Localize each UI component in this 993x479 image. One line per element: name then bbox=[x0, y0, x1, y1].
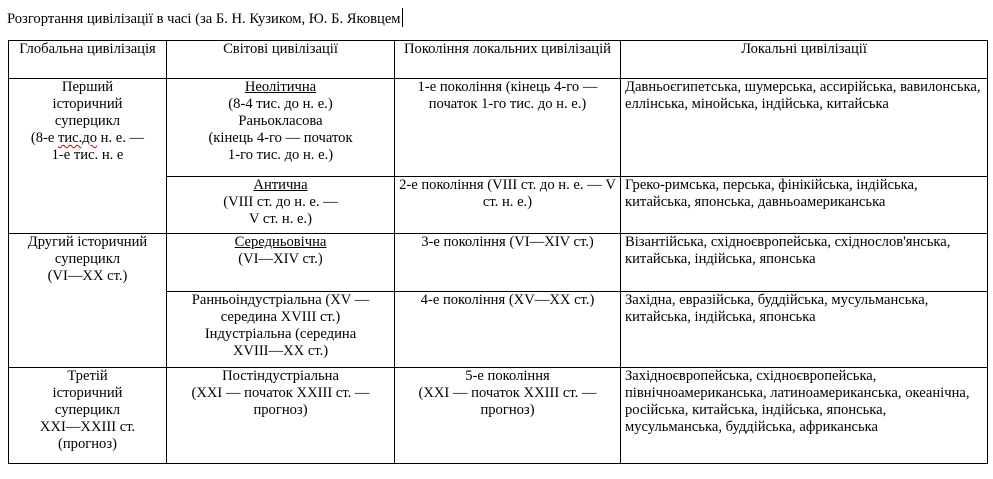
world-industrial-line: Індустріальна (середина bbox=[204, 326, 357, 342]
header-generations: Покоління локальних цивілізацій bbox=[395, 41, 621, 79]
header-world-civilizations: Світові цивілізації bbox=[167, 41, 395, 79]
text-cursor bbox=[402, 8, 403, 27]
second-supercycle-line: Другий історичний bbox=[27, 234, 148, 250]
header-local-civilizations: Локальні цивілізації bbox=[621, 41, 988, 79]
third-supercycle-cell bbox=[9, 368, 167, 464]
world-dates-early-class: 1-го тис. до н. е.) bbox=[227, 147, 334, 163]
second-supercycle-line: суперцикл bbox=[54, 251, 121, 267]
world-dates-neolithic: (8-4 тис. до н. е.) bbox=[228, 96, 333, 112]
generation-1-cell: 1-е покоління (кінець 4-го — початок 1-го тис. до н. е.) bbox=[395, 79, 621, 177]
third-supercycle-line: історичний bbox=[52, 385, 123, 401]
third-supercycle-line: XXI—XXIII ст. bbox=[39, 419, 136, 435]
world-industrial-line: XVIII—XX ст.) bbox=[232, 343, 329, 359]
world-dates-antique: (VIII ст. до н. е. — bbox=[223, 194, 338, 210]
generation-5-line: прогноз) bbox=[480, 402, 535, 418]
generation-5-line: 5-е покоління bbox=[465, 368, 550, 384]
first-supercycle-dates: (8-е тис.до н. е. — bbox=[30, 130, 145, 146]
second-supercycle-cell bbox=[9, 234, 167, 368]
world-name-medieval: Середньовічна bbox=[234, 234, 327, 250]
local-civilizations-2-cell: Греко-римська, перська, фінікійська, індійська, китайська, японська, давньоамериканська bbox=[621, 177, 988, 234]
second-supercycle-line: (VI—XX ст.) bbox=[47, 268, 128, 284]
world-postindustrial-cell bbox=[167, 368, 395, 464]
first-supercycle-line: Перший bbox=[61, 79, 114, 95]
third-supercycle-line: суперцикл bbox=[54, 402, 121, 418]
table-row bbox=[9, 234, 988, 292]
world-industrial-line: середина XVIII ст.) bbox=[220, 309, 341, 325]
first-supercycle-line: історичний bbox=[52, 96, 123, 112]
first-supercycle-line: суперцикл bbox=[54, 113, 121, 129]
first-supercycle-cell bbox=[9, 79, 167, 234]
world-neolithic-cell bbox=[167, 79, 395, 177]
world-name-early-class: Раньокласова bbox=[238, 113, 323, 129]
table-row bbox=[9, 368, 988, 464]
world-dates-medieval: (VI—XIV ст.) bbox=[238, 251, 323, 267]
header-global-civilization: Глобальна цивілізація bbox=[9, 41, 167, 79]
world-postindustrial-line: прогноз) bbox=[253, 402, 308, 418]
world-industrial-cell bbox=[167, 292, 395, 368]
generation-3-cell: 3-е покоління (VI—XIV ст.) bbox=[395, 234, 621, 292]
world-postindustrial-line: Постіндустріальна bbox=[222, 368, 339, 384]
document-title bbox=[7, 8, 403, 28]
spellcheck-error: тис.до bbox=[57, 130, 98, 146]
civilization-table bbox=[8, 40, 988, 464]
third-supercycle-line: Третій bbox=[67, 368, 108, 384]
world-name-antique: Антична bbox=[253, 177, 308, 193]
local-civilizations-3-cell: Візантійська, східноєвропейська, східнослов'янська, китайська, індійська, японська bbox=[621, 234, 988, 292]
third-supercycle-line: (прогноз) bbox=[58, 436, 117, 452]
document-title-text: Розгортання цивілізації в часі (за Б. Н. Кузиком, Ю. Б. Яковцем bbox=[7, 11, 401, 27]
generation-5-line: (XXI — початок XXIII ст. — bbox=[418, 385, 597, 401]
first-supercycle-dates-end: 1-е тис. н. е bbox=[51, 147, 124, 163]
world-industrial-line: Ранньоіндустріальна (XV — bbox=[191, 292, 370, 308]
generation-5-cell bbox=[395, 368, 621, 464]
local-civilizations-5-cell: Західноєвропейська, східноєвропейська, північноамериканська, латиноамериканська, океанічна, російська, китайська, індійська, японська, мусульманська, буддійська, африканська bbox=[621, 368, 988, 464]
world-antique-cell bbox=[167, 177, 395, 234]
local-civilizations-4-cell: Західна, евразійська, буддійська, мусульманська, китайська, індійська, японська bbox=[621, 292, 988, 368]
local-civilizations-1-cell: Давньоєгипетська, шумерська, ассирійська, вавилонська, еллінська, мінойська, індійська, китайська bbox=[621, 79, 988, 177]
world-medieval-cell bbox=[167, 234, 395, 292]
world-postindustrial-line: (XXI — початок XXIII ст. — bbox=[191, 385, 370, 401]
world-name-neolithic: Неолітична bbox=[244, 79, 317, 95]
table-row bbox=[9, 79, 988, 177]
generation-4-cell: 4-е покоління (XV—XX ст.) bbox=[395, 292, 621, 368]
world-dates-antique: V ст. н. е.) bbox=[248, 211, 313, 227]
generation-2-cell: 2-е покоління (VIII ст. до н. е. — V ст. н. е.) bbox=[395, 177, 621, 234]
header-row bbox=[9, 41, 988, 79]
world-dates-early-class: (кінець 4-го — початок bbox=[208, 130, 353, 146]
